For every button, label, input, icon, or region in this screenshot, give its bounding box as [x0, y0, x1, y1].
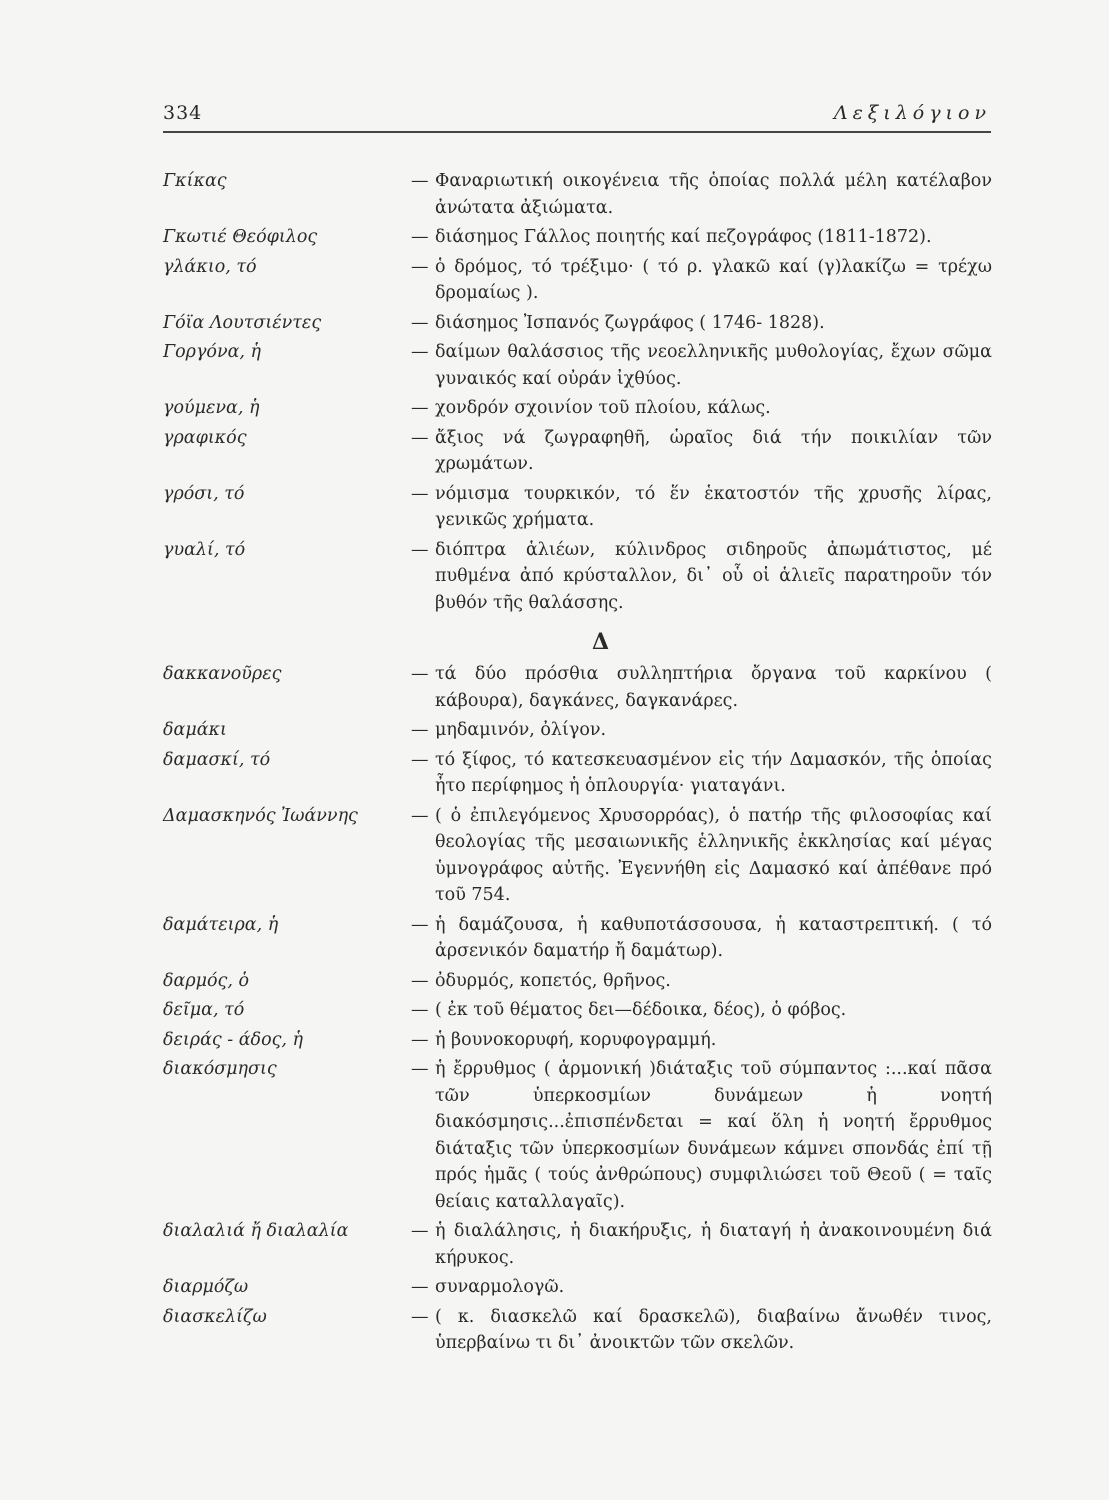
glossary-entry — [163, 1218, 998, 1271]
glossary-entry — [163, 803, 998, 909]
entry-dash: — — [411, 720, 429, 740]
entry-term: διαλαλιά ἤ διαλαλία — [163, 1221, 349, 1241]
entry-term: γραφικός — [163, 427, 247, 448]
glossary-entry — [163, 339, 998, 392]
glossary-entries — [163, 168, 998, 1360]
entry-term: δαμασκί, τό — [163, 749, 271, 770]
glossary-entry — [163, 717, 998, 744]
entry-term: δεῖμα, τό — [163, 1000, 245, 1020]
glossary-entry — [163, 168, 998, 221]
entry-term: διαρμόζω — [163, 1277, 249, 1297]
entries-before-section — [163, 168, 998, 619]
entry-dash: — — [411, 1000, 429, 1020]
entry-definition: συναρμολογῶ. — [435, 1277, 565, 1297]
glossary-entry — [163, 395, 998, 422]
entry-dash: — — [411, 227, 429, 247]
glossary-entry — [163, 224, 998, 251]
entry-definition: τά δύο πρόσθια συλληπτήρια ὄργανα τοῦ καρκίνου ( κάβουρα), δαγκάνες, δαγκανάρες. — [435, 664, 992, 711]
entry-definition: ( ὁ ἐπιλεγόμενος Χρυσορρόας), ὁ πατήρ τῆς φιλοσοφίας καί θεολογίας τῆς μεσαιωνικῆς ἑλληνικῆς ἐκκλησίας καί μέγας ὑμνογράφος αὐτῆς. Ἐγεννήθη εἰς Δαμασκό καί ἀπέθανε πρό τοῦ 754. — [435, 805, 992, 905]
entry-term: Γκίκας — [163, 171, 227, 191]
entry-definition: ἡ βουνοκορυφή, κορυφογραμμή. — [435, 1029, 717, 1050]
entry-term: Γοργόνα, ἡ — [163, 342, 262, 362]
entry-definition: δαίμων θαλάσσιος τῆς νεοελληνικῆς μυθολογίας, ἔχων σῶμα γυναικός καί οὐράν ἰχθύος. — [435, 342, 992, 389]
entry-dash: — — [411, 1277, 429, 1297]
glossary-entry — [163, 661, 998, 714]
entry-definition: ἡ ἔρρυθμος ( ἁρμονική )διάταξις τοῦ σύμπαντος :...καί πᾶσα τῶν ὑπερκοσμίων δυνάμεων ἡ νοητή διακόσμησις...ἐπισπένδεται = καί ὅλη ἡ νοητή ἔρρυθμος διάταξις τῶν ὑπερκοσμίων δυνάμεων κάμνει σπονδάς ἐπί τῇ πρός ἡμᾶς ( τούς ἀνθρώπους) συμφιλιώσει τοῦ Θεοῦ ( = ταῖς θείαις καταλλαγαῖς). — [435, 1059, 992, 1212]
entry-term: δαμάτειρα, ἡ — [163, 914, 279, 935]
entry-term: δειράς - άδος, ἡ — [163, 1029, 304, 1050]
entry-dash: — — [411, 398, 429, 418]
entry-definition: ἡ διαλάλησις, ἡ διακήρυξις, ἡ διαταγή ἡ ἀνακοινουμένη διά κήρυκος. — [435, 1221, 992, 1268]
entry-dash: — — [411, 483, 429, 504]
entry-dash: — — [411, 664, 429, 684]
glossary-entry — [163, 425, 998, 478]
entry-spacer — [163, 1357, 998, 1360]
entries-after-section — [163, 661, 998, 1360]
entry-definition: νόμισμα τουρκικόν, τό ἕν ἑκατοστόν τῆς χρυσῆς λίρας, γενικῶς χρήματα. — [435, 483, 992, 530]
header-rule — [163, 131, 991, 133]
glossary-entry — [163, 1056, 998, 1215]
entry-definition: ( κ. διασκελῶ καί δρασκελῶ), διαβαίνω ἄνωθέν τινος, ὑπερβαίνω τι δι᾽ ἀνοικτῶν τῶν σκελῶν. — [435, 1306, 992, 1353]
entry-term: διακόσμησις — [163, 1059, 277, 1079]
glossary-entry — [163, 912, 998, 965]
page-number: 334 — [163, 102, 203, 124]
entry-definition: μηδαμινόν, ὀλίγον. — [435, 720, 607, 740]
entry-dash: — — [411, 914, 429, 935]
glossary-entry — [163, 1027, 998, 1054]
entry-definition: διόπτρα ἁλιέων, κύλινδρος σιδηροῦς ἀπωμάτιστος, μέ πυθμένα ἀπό κρύσταλλον, δι᾽ οὗ οἱ ἁλιεῖς παρατηροῦν τόν βυθόν τῆς θαλάσσης. — [435, 539, 992, 613]
entry-spacer — [163, 616, 998, 619]
glossary-entry — [163, 254, 998, 307]
entry-dash: — — [411, 749, 429, 770]
entry-definition: ὁ δρόμος, τό τρέξιμο· ( τό ρ. γλακῶ καί (γ)λακίζω = τρέχω δρομαίως ). — [435, 256, 992, 303]
entry-definition: Φαναριωτική οικογένεια τῆς ὁποίας πολλά μέλη κατέλαβον ἀνώτατα ἀξιώματα. — [435, 171, 992, 218]
glossary-entry — [163, 968, 998, 995]
entry-definition: ὀδυρμός, κοπετός, θρῆνος. — [435, 970, 671, 991]
glossary-entry — [163, 1274, 998, 1301]
entry-dash: — — [411, 256, 429, 277]
glossary-entry — [163, 481, 998, 534]
entry-definition: τό ξίφος, τό κατεσκευασμένον εἰς τήν Δαμασκόν, τῆς ὁποίας ἦτο περίφημος ἡ ὁπλουργία· γιαταγάνι. — [435, 749, 992, 796]
entry-term: Δαμασκηνός Ἰωάννης — [163, 805, 358, 826]
entry-dash: — — [411, 342, 429, 362]
glossary-entry — [163, 1304, 998, 1357]
entry-definition: διάσημος Ἰσπανός ζωγράφος ( 1746- 1828). — [435, 312, 825, 333]
entry-term: γυαλί, τό — [163, 539, 246, 560]
entry-term: γούμενα, ἡ — [163, 398, 260, 418]
entry-definition: ( ἐκ τοῦ θέματος δει—δέδοικα, δέος), ὁ φόβος. — [435, 1000, 847, 1020]
glossary-entry — [163, 997, 998, 1024]
entry-dash: — — [411, 171, 429, 191]
running-head: Λεξιλόγιον — [833, 102, 991, 124]
entry-dash: — — [411, 1029, 429, 1050]
entry-dash: — — [411, 1306, 429, 1327]
entry-definition: ἄξιος νά ζωγραφηθῆ, ὡραῖος διά τήν ποικιλίαν τῶν χρωμάτων. — [435, 427, 992, 474]
entry-term: δαμάκι — [163, 720, 227, 740]
entry-term: γρόσι, τό — [163, 483, 245, 504]
entry-dash: — — [411, 1059, 429, 1079]
entry-definition: διάσημος Γάλλος ποιητής καί πεζογράφος (1811-1872). — [435, 227, 932, 247]
entry-term: δαρμός, ὁ — [163, 970, 250, 991]
entry-term: Γόϊα Λουτσιέντες — [163, 312, 322, 333]
entry-term: διασκελίζω — [163, 1306, 267, 1327]
entry-term: γλάκιο, τό — [163, 256, 257, 277]
glossary-entry — [163, 310, 998, 337]
page-header — [163, 96, 991, 132]
entry-term: Γκωτιέ Θεόφιλος — [163, 227, 318, 247]
entry-dash: — — [411, 427, 429, 448]
entry-definition: χονδρόν σχοινίον τοῦ πλοίου, κάλως. — [435, 398, 771, 418]
glossary-entry — [163, 747, 998, 800]
entry-dash: — — [411, 539, 429, 560]
entry-dash: — — [411, 312, 429, 333]
entry-definition: ἡ δαμάζουσα, ἡ καθυποτάσσουσα, ἡ καταστρεπτική. ( τό ἀρσενικόν δαματήρ ἤ δαμάτωρ). — [435, 914, 992, 961]
glossary-entry — [163, 537, 998, 617]
entry-dash: — — [411, 1221, 429, 1241]
section-letter: Δ — [591, 629, 610, 655]
entry-term: δακκανοῦρες — [163, 664, 282, 684]
entry-dash: — — [411, 970, 429, 991]
entry-dash: — — [411, 805, 429, 826]
